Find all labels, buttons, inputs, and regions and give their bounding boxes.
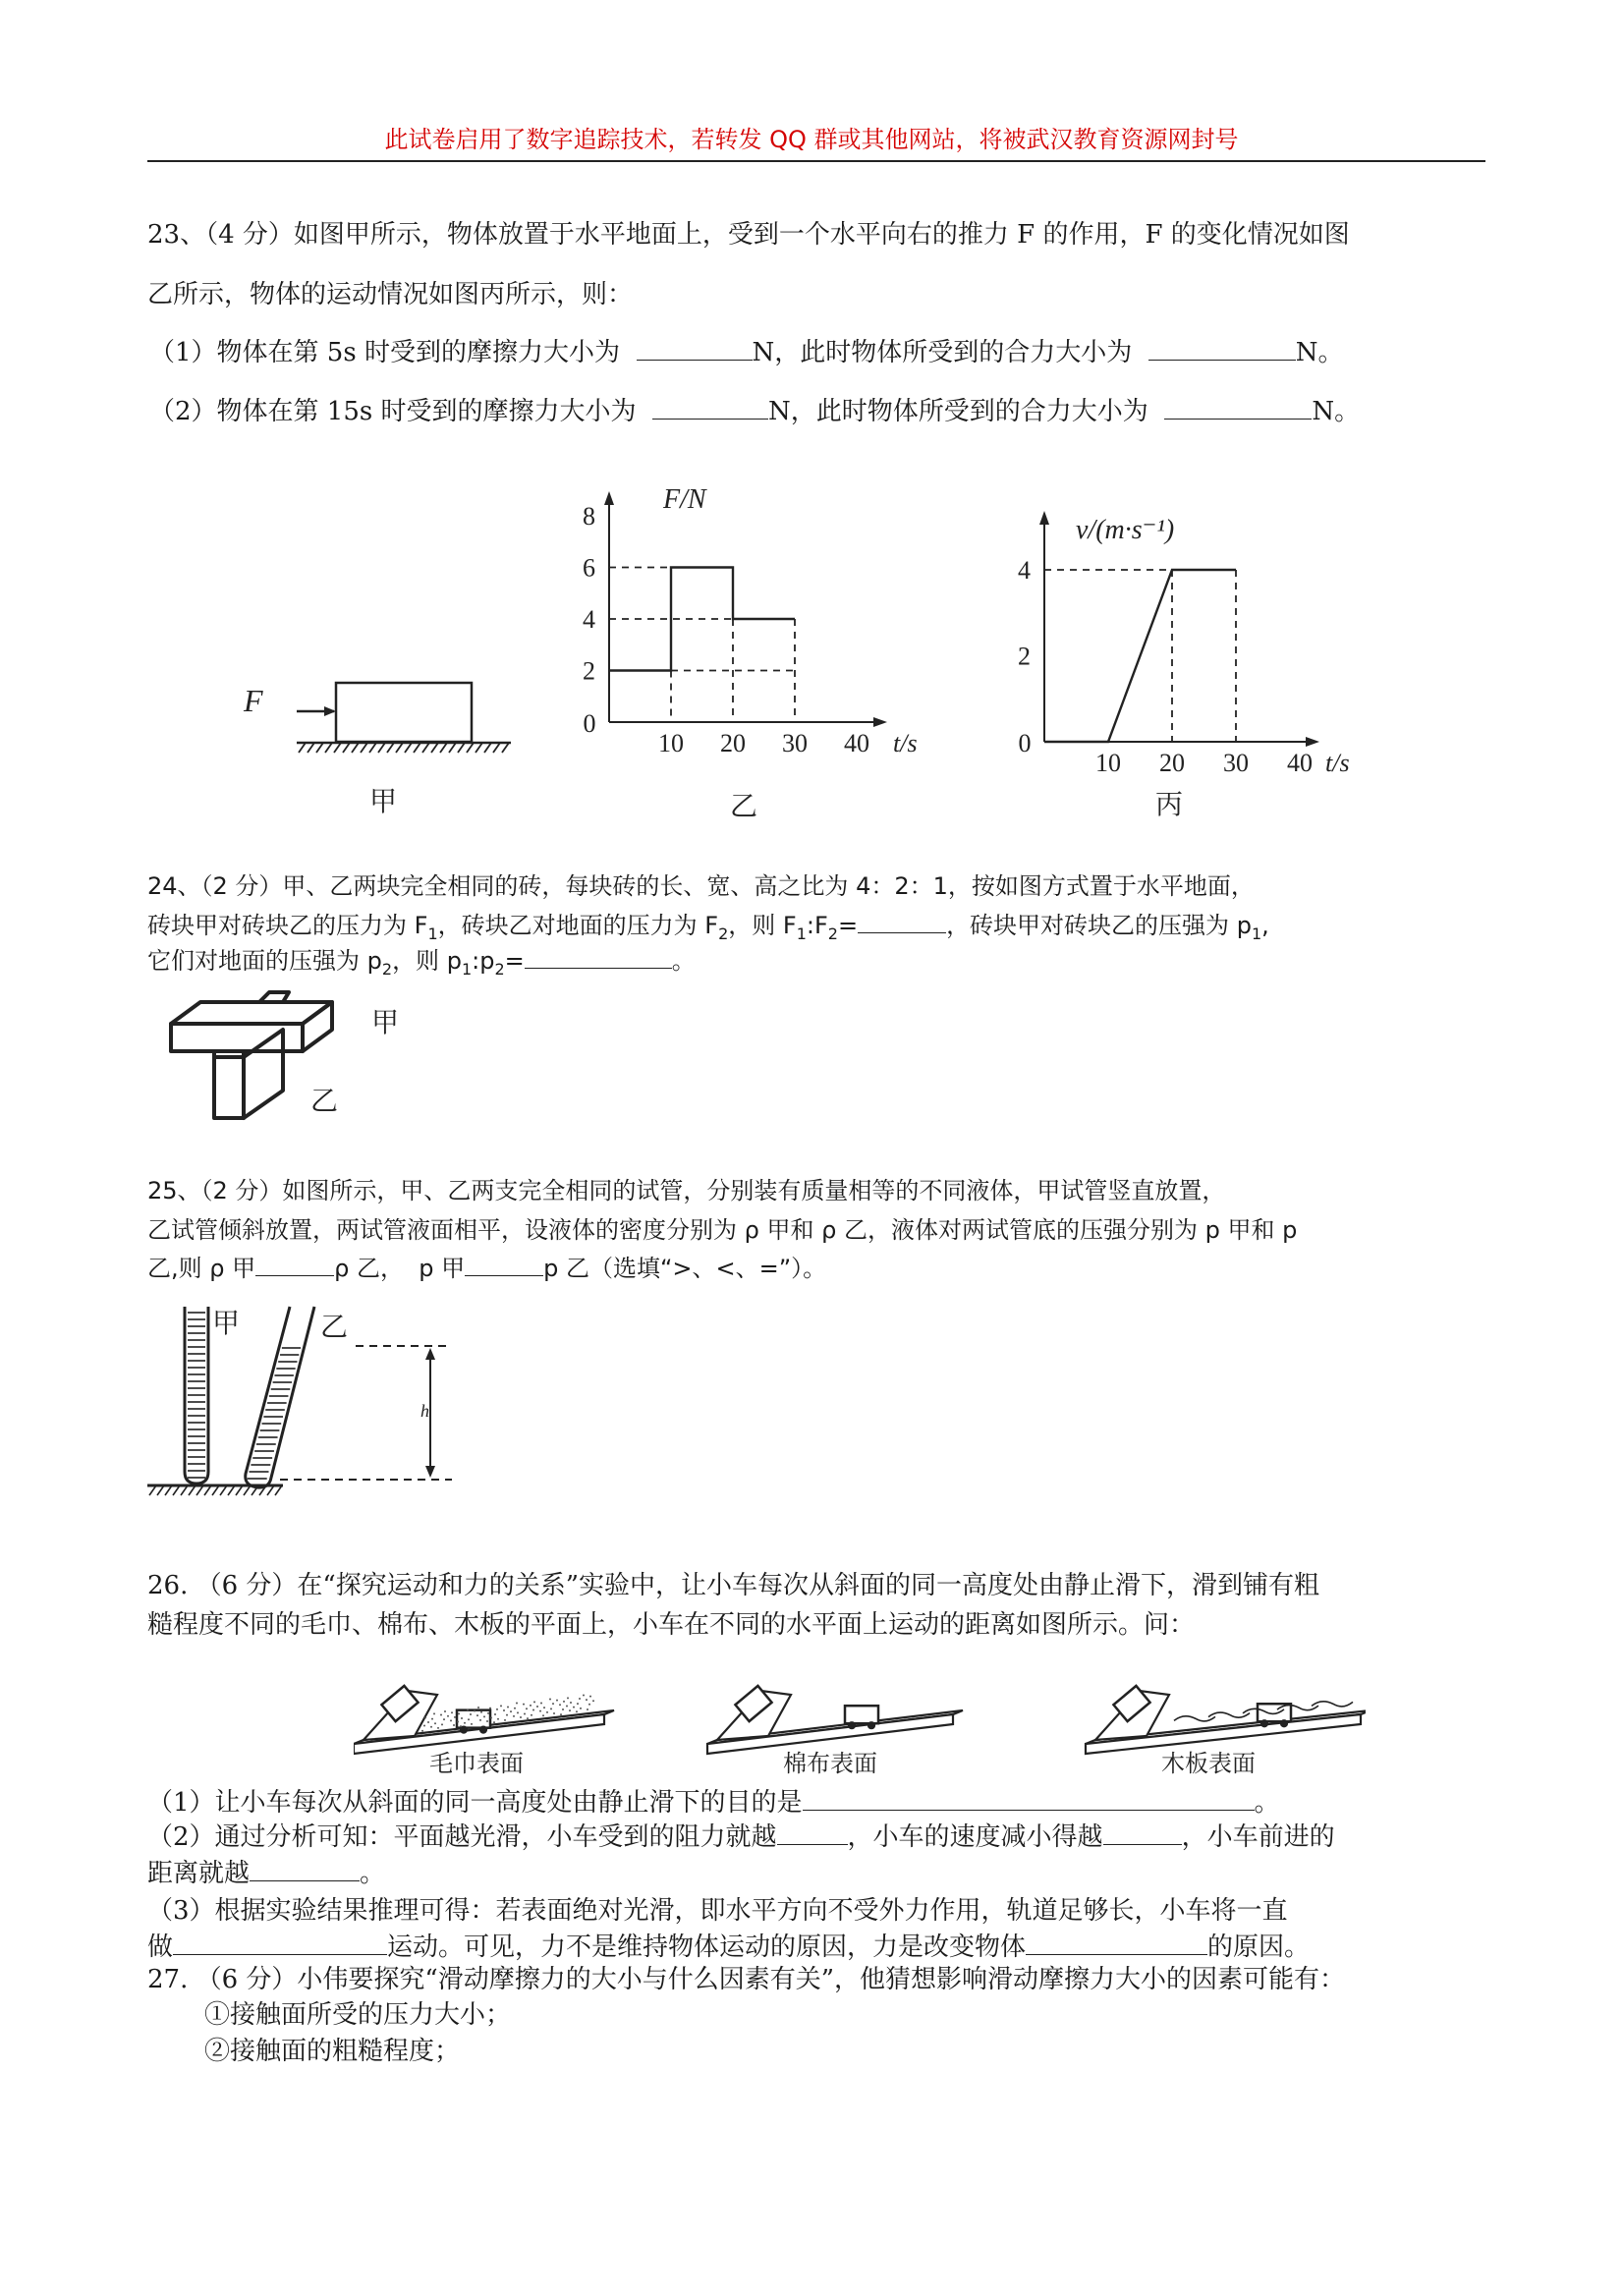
towel-dot xyxy=(539,1710,541,1712)
towel-dot xyxy=(549,1698,551,1700)
towel-dot xyxy=(497,1718,499,1720)
q26-blank-motion[interactable] xyxy=(173,1931,387,1955)
towel-dot xyxy=(467,1708,469,1710)
towel-dot xyxy=(540,1703,542,1705)
cart-wheel xyxy=(1281,1720,1287,1726)
towel-dot xyxy=(424,1716,426,1718)
origin-label: 0 xyxy=(583,709,596,738)
q25-blank-density[interactable] xyxy=(255,1252,334,1276)
towel-dot xyxy=(460,1725,462,1727)
towel-dot xyxy=(520,1716,522,1718)
towel-dot xyxy=(576,1710,578,1712)
towel-dot xyxy=(530,1705,532,1707)
towel-dot xyxy=(586,1699,588,1701)
towel-dot xyxy=(506,1714,508,1716)
force-arrow-head xyxy=(324,706,336,716)
towel-dot xyxy=(573,1707,575,1708)
hatch-mark xyxy=(422,743,429,753)
q24-line1: 24、（2 分）甲、乙两块完全相同的砖，每块砖的长、宽、高之比为 4：2：1，按如图方式置于水平地面， xyxy=(147,872,1255,900)
cart-wheel xyxy=(1261,1720,1267,1726)
hatch-mark xyxy=(343,743,350,753)
towel-dot xyxy=(579,1698,581,1700)
towel-dot xyxy=(510,1710,512,1712)
towel-dot xyxy=(552,1703,554,1705)
hatch-mark xyxy=(414,743,420,753)
hatch-mark xyxy=(369,743,376,753)
q26-blank-distance[interactable] xyxy=(250,1857,360,1881)
q26-blank-resistance[interactable] xyxy=(777,1820,848,1845)
towel-dot xyxy=(479,1719,481,1721)
q23-blank-net-5s[interactable] xyxy=(1148,336,1296,361)
q23-blank-net-15s[interactable] xyxy=(1164,395,1312,420)
towel-dot xyxy=(503,1709,505,1711)
x-axis-arrow xyxy=(1306,737,1319,747)
towel-dot xyxy=(516,1702,518,1704)
q25-line2: 乙试管倾斜放置，两试管液面相平，设液体的密度分别为 ρ 甲和 ρ 乙，液体对两试管底的压强分别为 p 甲和 p xyxy=(147,1216,1298,1244)
x-tick-label: 20 xyxy=(720,729,746,757)
towel-dot xyxy=(454,1716,456,1718)
q26-blank-purpose[interactable] xyxy=(803,1786,1255,1811)
tube-jia-label: 甲 xyxy=(212,1307,241,1339)
towel-dot xyxy=(553,1712,555,1714)
ground-hatch xyxy=(299,743,509,753)
towel-dot xyxy=(468,1718,470,1720)
caption-jia: 甲 xyxy=(368,785,398,817)
q23-chart-bing xyxy=(1007,491,1361,830)
towel-dot xyxy=(474,1710,476,1712)
towel-dot xyxy=(447,1715,449,1717)
towel-dot xyxy=(587,1708,588,1710)
tube-jia-liquid xyxy=(188,1313,205,1478)
q23-blank-friction-15s[interactable] xyxy=(652,395,768,420)
towel-dot xyxy=(589,1696,591,1698)
x-axis-label: t/s xyxy=(893,729,918,757)
towel-dot xyxy=(477,1707,479,1708)
q25-tube-figure xyxy=(147,1297,462,1503)
y-tick-label: 6 xyxy=(583,553,595,583)
towel-dot xyxy=(471,1723,473,1725)
cart-on-track xyxy=(845,1706,878,1723)
x-axis-label: t/s xyxy=(1325,749,1350,777)
q26-sub1: （1）让小车每次从斜面的同一高度处由静止滑下的目的是 。 xyxy=(147,1788,1280,1818)
q25-line3: 乙,则 ρ 甲 ρ 乙， p 甲 p 乙（选填“>、<、=”）。 xyxy=(147,1252,826,1285)
x-tick-label: 20 xyxy=(1159,749,1185,777)
q26-ramps-figure xyxy=(354,1655,1366,1783)
ramp-2 xyxy=(707,1686,963,1754)
towel-dot xyxy=(569,1709,571,1711)
towel-dot xyxy=(500,1705,502,1707)
y-tick-label: 8 xyxy=(583,502,595,531)
q23-line1: 23、（4 分）如图甲所示，物体放置于水平地面上，受到一个水平向右的推力 F 的作用，F 的变化情况如图 xyxy=(147,220,1350,250)
q23-blank-friction-5s[interactable] xyxy=(637,336,753,361)
label-jia: 甲 xyxy=(371,1006,400,1038)
towel-dot xyxy=(489,1708,491,1709)
towel-dot xyxy=(450,1719,452,1721)
hatch-mark xyxy=(316,743,323,753)
hatch-mark xyxy=(396,743,403,753)
hatch-mark xyxy=(299,743,306,753)
force-label: F xyxy=(244,683,263,718)
towel-dot xyxy=(514,1708,516,1709)
brick-yi-front xyxy=(214,1057,244,1118)
towel-dot xyxy=(504,1719,506,1721)
towel-dot xyxy=(592,1700,594,1702)
towel-dot xyxy=(523,1704,525,1706)
towel-dot xyxy=(480,1711,482,1713)
hatch-mark xyxy=(352,743,359,753)
header-rule xyxy=(147,160,1485,162)
y-tick-label: 2 xyxy=(583,656,595,686)
q25-line1: 25、（2 分）如图所示，甲、乙两支完全相同的试管，分别装有质量相等的不同液体，甲试管竖直放置， xyxy=(147,1177,1226,1204)
q23-chart-yi xyxy=(565,481,938,830)
brick-jia-side xyxy=(303,1002,332,1051)
q23-part2: （2）物体在第 15s 时受到的摩擦力大小为 N，此时物体所受到的合力大小为 N。 xyxy=(149,397,1361,426)
q27-item2: ②接触面的粗糙程度； xyxy=(204,2037,461,2066)
watermark-header: 此试卷启用了数字追踪技术，若转发 QQ 群或其他网站，将被武汉教育资源网封号 xyxy=(384,126,1239,153)
y-axis-arrow xyxy=(604,491,614,505)
towel-dot xyxy=(532,1708,534,1710)
hatch-mark xyxy=(308,743,314,753)
towel-dot xyxy=(566,1705,568,1707)
height-label: h xyxy=(420,1401,429,1421)
brick-yi-top-peek xyxy=(259,992,289,1002)
towel-dot xyxy=(556,1700,558,1702)
surface-label-cotton: 棉布表面 xyxy=(783,1750,877,1777)
towel-dot xyxy=(567,1697,569,1699)
hatch-mark xyxy=(431,743,438,753)
cart-on-track xyxy=(1258,1704,1291,1721)
q26-sub2-cont: 距离就越 。 xyxy=(147,1859,386,1888)
towel-dot xyxy=(513,1715,515,1717)
hatch-mark xyxy=(405,743,412,753)
towel-dot xyxy=(444,1710,446,1712)
towel-dot xyxy=(433,1712,435,1714)
q23-part1: （1）物体在第 5s 时受到的摩擦力大小为 N，此时物体所受到的合力大小为 N。 xyxy=(149,338,1344,367)
tube-yi xyxy=(246,1307,314,1487)
towel-dot xyxy=(533,1701,535,1703)
q26-blank-speed[interactable] xyxy=(1103,1820,1182,1845)
towel-dot xyxy=(542,1714,544,1716)
label-yi: 乙 xyxy=(310,1085,339,1117)
towel-dot xyxy=(536,1706,538,1708)
towel-dot xyxy=(423,1725,425,1727)
q25-blank-pressure[interactable] xyxy=(465,1252,543,1276)
towel-dot xyxy=(563,1701,565,1703)
y-tick-label: 4 xyxy=(1018,556,1031,585)
towel-dot xyxy=(476,1714,478,1716)
x-tick-label: 40 xyxy=(844,729,869,757)
q27-line1: 27. （6 分）小伟要探究“滑动摩擦力的大小与什么因素有关”，他猜想影响滑动摩擦力大小的因素可能有： xyxy=(147,1965,1346,1994)
x-axis-arrow xyxy=(873,717,887,727)
hatch-mark xyxy=(325,743,332,753)
towel-dot xyxy=(580,1708,582,1709)
towel-dot xyxy=(431,1718,433,1720)
hatch-mark xyxy=(493,743,500,753)
towel-dot xyxy=(461,1717,463,1719)
q23-fig-jia xyxy=(236,658,531,830)
q24-blank-pressure-ratio[interactable] xyxy=(525,944,672,969)
ramp-3 xyxy=(1086,1686,1366,1754)
hatch-mark xyxy=(484,743,491,753)
towel-dot xyxy=(517,1711,519,1713)
hatch-mark xyxy=(467,743,474,753)
hatch-mark xyxy=(334,743,341,753)
q26-blank-state[interactable] xyxy=(1026,1931,1207,1955)
q24-line2: 砖块甲对砖块乙的压力为 $F_1$，砖块乙对地面的压力为 $F_2$，则 $F_1:F_2=$ ，砖块甲对砖块乙的压强为 $p_1$, xyxy=(147,909,1269,951)
towel-dot xyxy=(437,1727,439,1729)
hatch-mark xyxy=(458,743,465,753)
y-axis-label: v/(m·s⁻¹) xyxy=(1076,515,1175,545)
chart-caption: 丙 xyxy=(1154,788,1184,820)
hatch-mark xyxy=(378,743,385,753)
towel-dot xyxy=(470,1713,472,1715)
towel-dot xyxy=(427,1721,429,1723)
q24-blank-force-ratio[interactable] xyxy=(858,909,946,933)
towel-dot xyxy=(550,1708,552,1709)
hatch-mark xyxy=(387,743,394,753)
x-tick-label: 30 xyxy=(1223,749,1249,777)
block xyxy=(336,683,472,742)
towel-dot xyxy=(526,1708,528,1709)
towel-dot xyxy=(527,1717,529,1719)
y-axis-arrow xyxy=(1039,511,1049,525)
towel-dot xyxy=(588,1704,590,1706)
y-tick-label: 4 xyxy=(583,605,595,634)
q23-line2: 乙所示，物体的运动情况如图丙所示，则： xyxy=(147,280,634,309)
x-tick-label: 10 xyxy=(658,729,684,757)
towel-dot xyxy=(458,1712,460,1714)
hatch-mark xyxy=(502,743,509,753)
q24-brick-figure xyxy=(165,982,420,1130)
surface-label-wood: 木板表面 xyxy=(1161,1750,1256,1777)
q26-line1: 26. （6 分）在“探究运动和力的关系”实验中，让小车每次从斜面的同一高度处由静止滑下，滑到铺有粗 xyxy=(147,1571,1320,1600)
height-arrow-top xyxy=(425,1348,435,1360)
brick-yi-side xyxy=(244,1030,283,1118)
towel-dot xyxy=(546,1711,548,1713)
towel-dot xyxy=(543,1707,545,1708)
towel-dot xyxy=(507,1707,509,1708)
x-tick-label: 10 xyxy=(1095,749,1121,777)
q26-sub2: （2）通过分析可知：平面越光滑，小车受到的阻力就越 ，小车的速度减小得越 ，小车前进的 xyxy=(147,1822,1335,1852)
hatch-mark xyxy=(449,743,456,753)
surface-label-towel: 毛巾表面 xyxy=(429,1750,524,1777)
q27-item1: ①接触面所受的压力大小； xyxy=(204,2000,512,2030)
towel-dot xyxy=(457,1721,459,1723)
hatch-mark xyxy=(440,743,447,753)
towel-dot xyxy=(421,1730,423,1732)
towel-dot xyxy=(430,1726,432,1728)
towel-dot xyxy=(496,1708,498,1710)
chart-caption: 乙 xyxy=(729,790,758,822)
x-tick-label: 40 xyxy=(1287,749,1313,777)
towel-dot xyxy=(583,1694,585,1696)
q26-line2: 糙程度不同的毛巾、棉布、木板的平面上，小车在不同的水平面上运动的距离如图所示。问： xyxy=(147,1610,1196,1640)
towel-dot xyxy=(453,1724,455,1726)
hatch-mark xyxy=(361,743,367,753)
cart-wheel xyxy=(461,1727,467,1733)
tube-yi-label: 乙 xyxy=(320,1311,349,1343)
towel-dot xyxy=(570,1702,572,1704)
height-arrow-bottom xyxy=(425,1466,435,1478)
towel-dot xyxy=(486,1720,488,1722)
towel-dot xyxy=(531,1714,532,1716)
towel-dot xyxy=(487,1712,489,1714)
towel-dot xyxy=(490,1717,492,1719)
origin-label: 0 xyxy=(1018,729,1032,757)
q26-sub3-cont: 做 运动。可见，力不是维持物体运动的原因，力是改变物体 的原因。 xyxy=(147,1932,1311,1962)
towel-dot xyxy=(483,1715,485,1717)
towel-dot xyxy=(441,1723,443,1725)
cart-wheel xyxy=(849,1722,855,1728)
towel-dot xyxy=(443,1718,445,1720)
q26-sub3: （3）根据实验结果推理可得：若表面绝对光滑，即水平方向不受外力作用，轨道足够长，小车将一直 xyxy=(147,1896,1288,1926)
towel-dot xyxy=(464,1722,466,1724)
q24-line3: 它们对地面的压强为 $p_2$，则 $p_1:p_2=$ 。 xyxy=(147,944,696,986)
towel-dot xyxy=(560,1713,562,1715)
hatch-mark xyxy=(476,743,482,753)
y-tick-label: 2 xyxy=(1018,642,1031,671)
x-tick-label: 30 xyxy=(782,729,808,757)
towel-dot xyxy=(434,1722,436,1724)
cart-wheel xyxy=(480,1727,486,1733)
towel-dot xyxy=(440,1714,442,1716)
towel-dot xyxy=(494,1713,496,1715)
series-line xyxy=(1044,570,1236,742)
towel-dot xyxy=(451,1711,453,1713)
towel-dot xyxy=(577,1703,579,1705)
y-axis-label: F/N xyxy=(663,484,706,515)
towel-dot xyxy=(524,1713,526,1715)
cart-wheel xyxy=(868,1722,874,1728)
towel-dot xyxy=(493,1721,495,1723)
towel-dot xyxy=(562,1708,564,1710)
ramp-1 xyxy=(354,1686,614,1754)
towel-dot xyxy=(559,1704,561,1706)
